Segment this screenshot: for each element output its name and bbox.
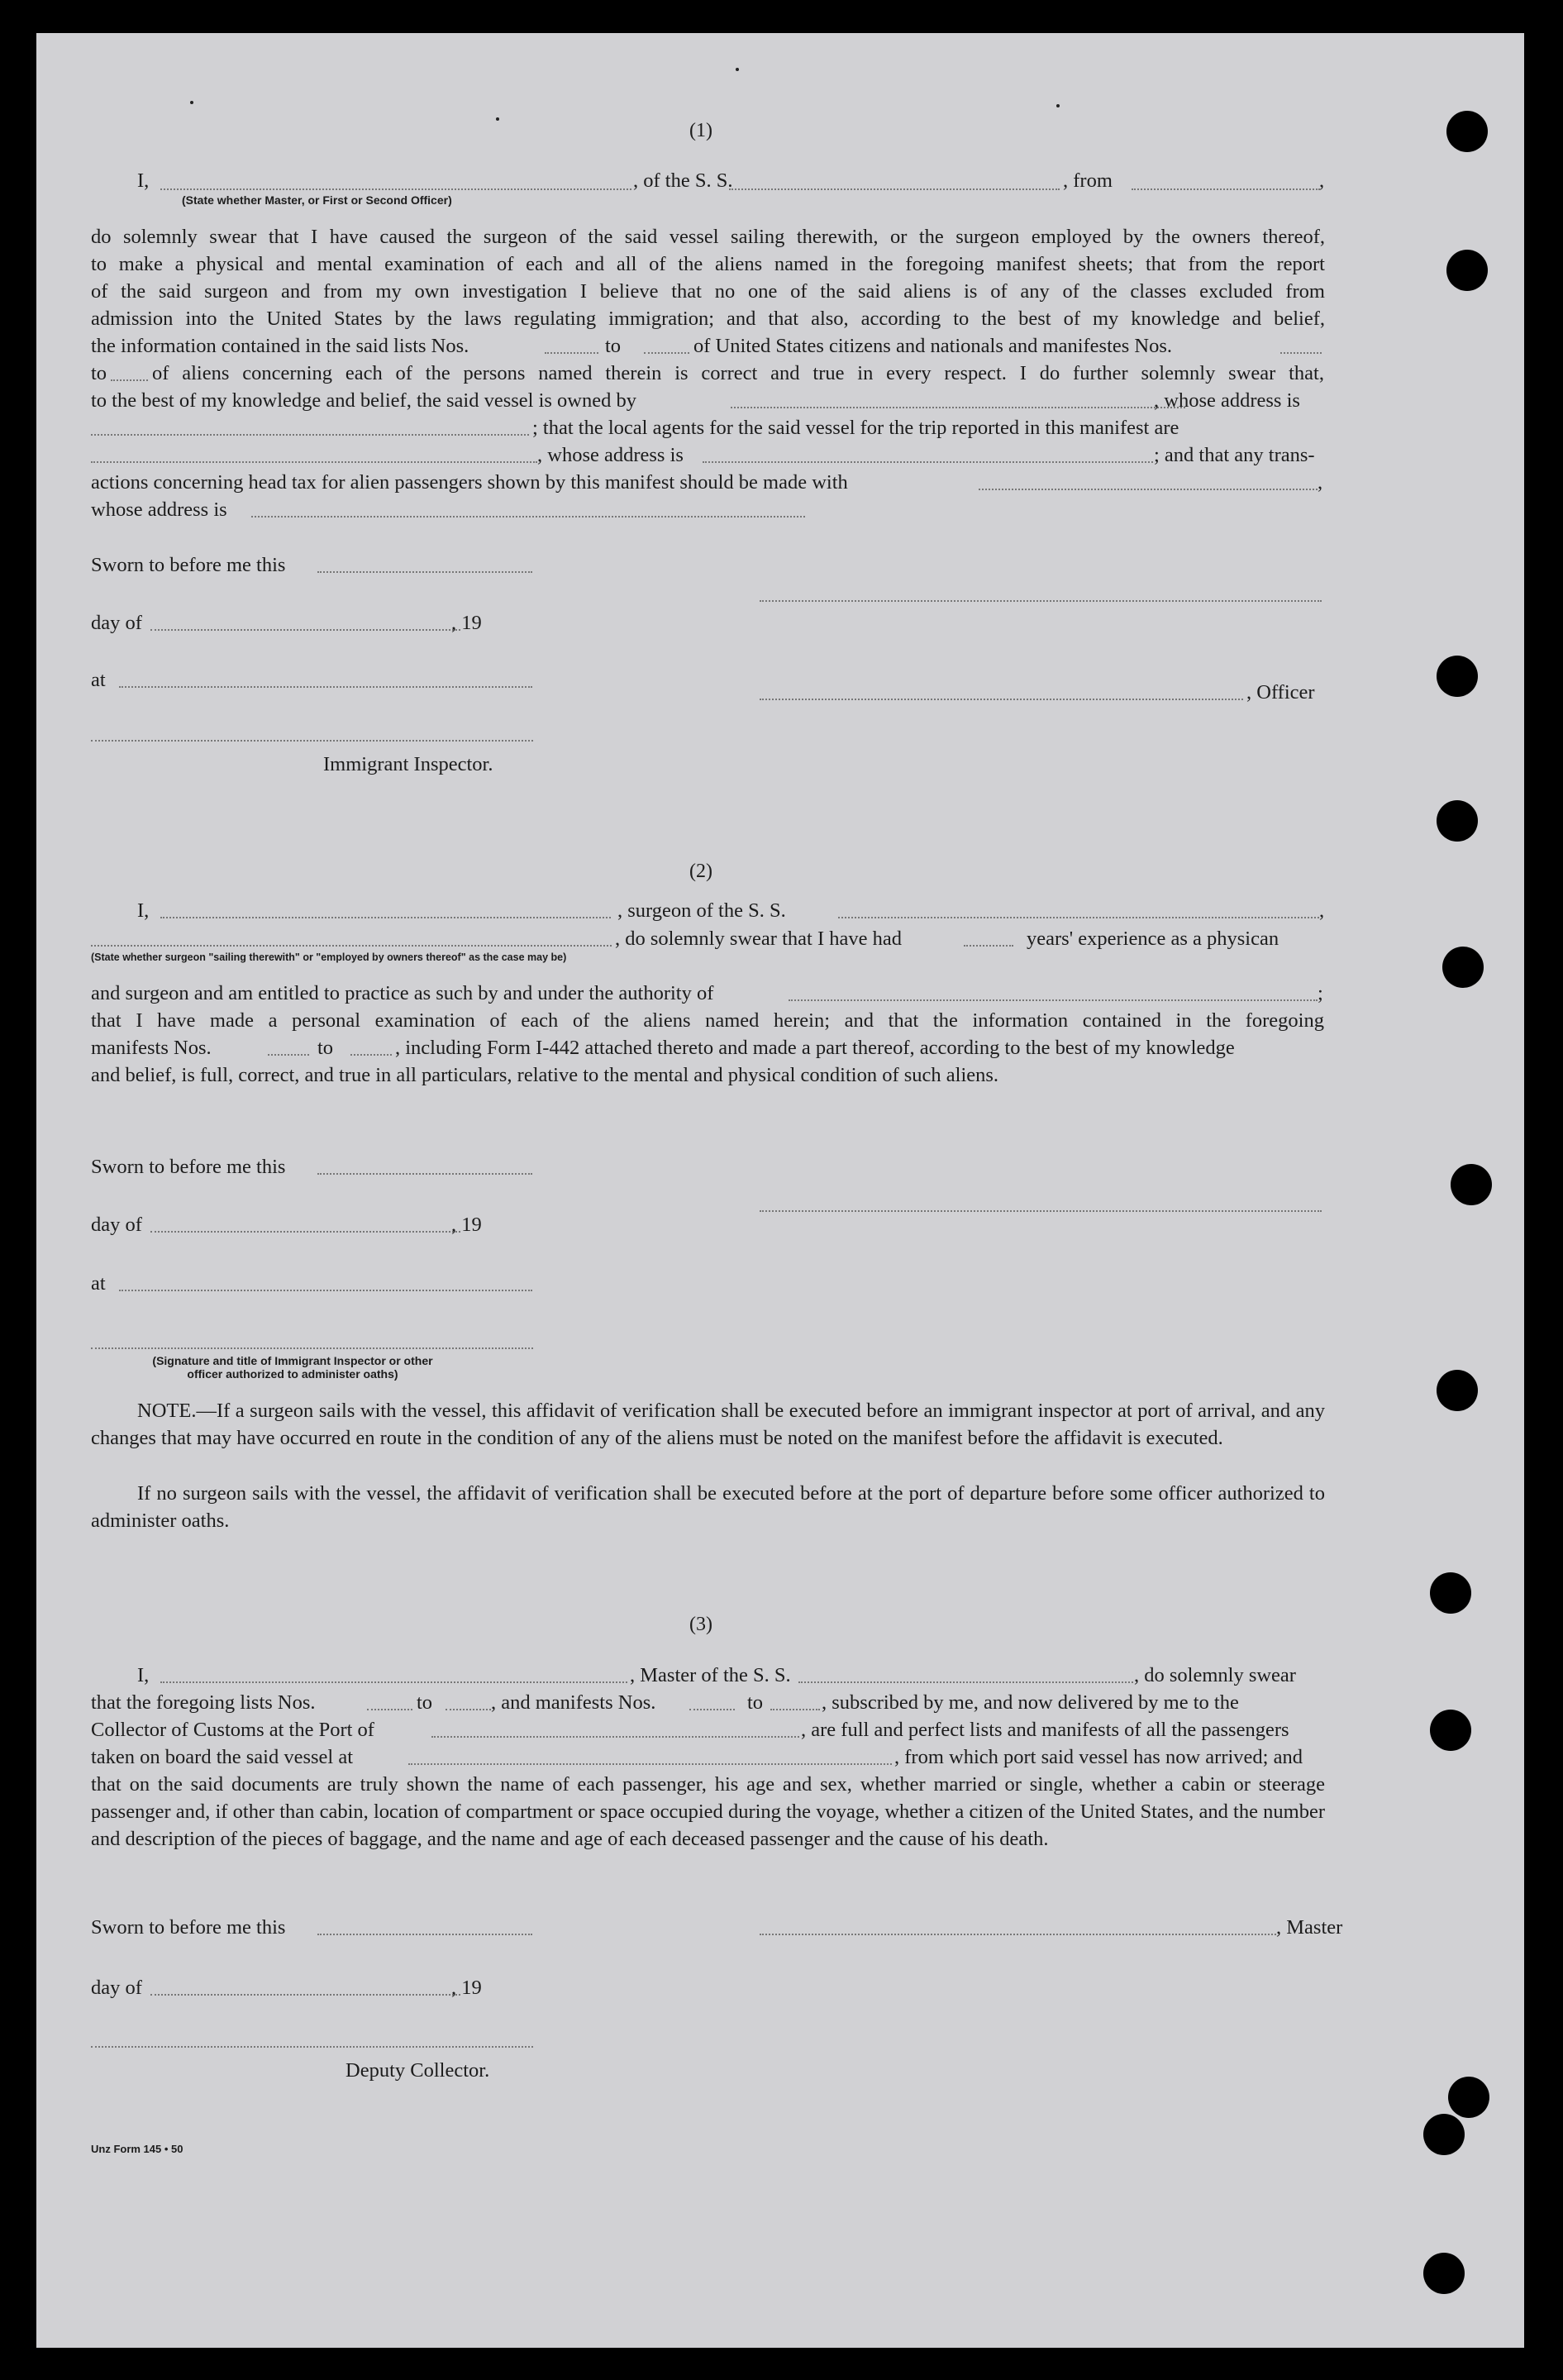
s1-comma-2: ,	[1318, 471, 1323, 494]
punch-hole	[1437, 800, 1478, 842]
s2-years-exp: years' experience as a physican	[1027, 928, 1279, 950]
s2-manifest-to-field[interactable]	[350, 1054, 392, 1056]
s3-master-of: , Master of the S. S.	[630, 1664, 791, 1686]
s3-rest: that on the said documents are truly shown the name of each passenger, his age and sex, whether married or single, whether a cabin or steerage passenger and, if other than cabin, location of compartment or space occupied during the voyage, whether a citizen of the United States, and the number and description of the pieces of baggage, and the name and age of each deceased passenger and the cause of his death.	[91, 1773, 1325, 1850]
s2-comma: ,	[1319, 899, 1325, 922]
scan-speck	[736, 68, 739, 71]
s1-caption: (State whether Master, or First or Second Officer)	[182, 193, 452, 207]
s1-local-agents: ; that the local agents for the said vessel for the trip reported in this manifest are	[532, 417, 1179, 439]
s1-officer-field[interactable]	[160, 188, 631, 190]
s2-sailing-field[interactable]	[91, 945, 612, 947]
s1-whose-address: , whose address is	[1154, 389, 1300, 412]
s1-of-ss: , of the S. S.	[633, 169, 733, 192]
s1-at: at	[91, 669, 106, 691]
s3-deputy: Deputy Collector.	[345, 2059, 490, 2082]
s2-sig-caption-line-1: (Signature and title of Immigrant Inspector or other	[152, 1354, 433, 1367]
s3-i: I,	[137, 1664, 150, 1686]
s1-nineteen: , 19	[451, 612, 482, 634]
s1-from: , from	[1063, 169, 1113, 192]
s3-full-perfect: , are full and perfect lists and manifests of all the passengers	[801, 1719, 1289, 1741]
s1-para-line-1: do solemnly swear that I have caused the surgeon of the said vessel sailing therewith, or the surgeon employed by the owners thereof,	[91, 226, 1325, 248]
s1-agents-address-field[interactable]	[703, 461, 1153, 463]
s1-day-field[interactable]	[150, 629, 460, 631]
s1-manifest-from-field[interactable]	[1280, 352, 1322, 354]
s2-including: , including Form I-442 attached thereto and made a part thereof, according to the best of my knowledge	[395, 1037, 1235, 1059]
punch-hole	[1448, 2077, 1489, 2118]
punch-hole	[1442, 947, 1484, 988]
s1-whose-address-3: whose address is	[91, 498, 227, 521]
s2-do-solemnly: , do solemnly swear that I have had	[615, 928, 902, 950]
s2-examination: that I have made a personal examination of each of the aliens named herein; and that the information contained in the foregoing	[91, 1009, 1324, 1032]
s3-lists-to-field[interactable]	[446, 1709, 491, 1710]
punch-hole	[1437, 1370, 1478, 1411]
s2-caption: (State whether surgeon "sailing therewith" or "employed by owners thereof" as the case may be)	[91, 952, 567, 963]
s3-departure-port-field[interactable]	[408, 1763, 892, 1765]
s3-manifests-from-field[interactable]	[689, 1709, 735, 1710]
s3-collector: Collector of Customs at the Port of	[91, 1719, 374, 1741]
punch-hole	[1437, 656, 1478, 697]
s3-taken-on: taken on board the said vessel at	[91, 1746, 354, 1768]
s1-owner-address-field[interactable]	[91, 434, 529, 436]
s2-note-2: If no surgeon sails with the vessel, the affidavit of verification shall be executed before at the port of departure before some officer authorized to administer oaths.	[91, 1482, 1325, 1532]
punch-hole	[1423, 2253, 1465, 2294]
s1-whose-address-2: , whose address is	[537, 444, 684, 466]
s2-day-field[interactable]	[150, 1231, 460, 1233]
section-1-number: (1)	[689, 120, 712, 141]
s1-head-tax-field[interactable]	[979, 489, 1318, 490]
s2-sig-caption-line-2: officer authorized to administer oaths)	[187, 1367, 398, 1381]
s1-i: I,	[137, 169, 150, 192]
s3-deputy-sign-field[interactable]	[91, 2046, 533, 2048]
form-number: Unz Form 145 • 50	[91, 2143, 183, 2155]
punch-hole	[1430, 1572, 1471, 1614]
s1-lists-from-field[interactable]	[545, 352, 598, 354]
s2-belief: and belief, is full, correct, and true in all particulars, relative to the mental and physical condition of such aliens.	[91, 1064, 999, 1086]
s1-ship-field[interactable]	[729, 188, 1060, 190]
s2-authority-field[interactable]	[789, 999, 1318, 1001]
s2-manifest-from-field[interactable]	[268, 1054, 309, 1056]
s3-ship-field[interactable]	[798, 1681, 1133, 1683]
s1-from-field[interactable]	[1132, 188, 1320, 190]
s1-day-of: day of	[91, 612, 142, 634]
s1-to-c: to	[91, 362, 107, 384]
s1-para-line-3: of the said surgeon and from my own investigation I believe that no one of the said aliens is of any of the classes excluded from	[91, 280, 1325, 303]
punch-hole	[1430, 1710, 1471, 1751]
s1-sworn: Sworn to before me this	[91, 554, 286, 576]
s1-manifest-to-field[interactable]	[111, 379, 148, 381]
punch-hole	[1446, 250, 1488, 291]
scan-speck	[1056, 104, 1060, 107]
s1-comma: ,	[1319, 169, 1325, 192]
s3-day-of: day of	[91, 1977, 142, 1999]
s1-aliens-line: of aliens concerning each of the persons named therein is correct and true in every respect. I do further solemnly swear that,	[152, 362, 1324, 384]
s1-signature-field[interactable]	[760, 600, 1322, 602]
s2-signature-field[interactable]	[760, 1210, 1322, 1212]
s1-para-line-2: to make a physical and mental examination of each and all of the aliens named in the foregoing manifest sheets; that from the report	[91, 253, 1325, 275]
s2-sworn-field[interactable]	[317, 1173, 532, 1175]
s2-inspector-sign-field[interactable]	[91, 1347, 533, 1349]
s1-paragraph	[91, 223, 1325, 332]
s2-semicolon: ;	[1318, 982, 1323, 1004]
scan-speck	[496, 117, 499, 121]
s1-inspector-field[interactable]	[91, 740, 533, 742]
s3-to-2: to	[747, 1691, 764, 1714]
s3-to-1: to	[417, 1691, 433, 1714]
s2-i: I,	[137, 899, 150, 922]
s3-nineteen: , 19	[451, 1977, 482, 1999]
s2-note-1: NOTE.—If a surgeon sails with the vessel, this affidavit of verification shall be executed before an immigrant inspector at port of arrival, and any changes that may have occurred en route in the condition of any of the aliens must be noted on the manifest before the affidavit is executed.	[91, 1400, 1325, 1449]
s2-years-field[interactable]	[964, 945, 1013, 947]
s3-master-name-field[interactable]	[160, 1681, 627, 1683]
s1-para-line-4: admission into the United States by the laws regulating immigration; and that also, according to the best of my knowledge and belief,	[91, 308, 1325, 330]
s3-day-field[interactable]	[150, 1994, 460, 1996]
s3-manifests-to-field[interactable]	[770, 1709, 820, 1710]
s2-at-field[interactable]	[119, 1290, 532, 1291]
scan-speck	[190, 101, 193, 104]
s3-port-field[interactable]	[431, 1736, 799, 1738]
s3-sworn-field[interactable]	[317, 1934, 532, 1935]
s1-lists-to: to	[605, 335, 622, 357]
s1-at-field[interactable]	[119, 686, 532, 688]
section-3-number: (3)	[689, 1614, 712, 1635]
s2-sworn: Sworn to before me this	[91, 1156, 286, 1178]
s3-do-solemnly: , do solemnly swear	[1134, 1664, 1296, 1686]
form-page	[36, 33, 1524, 2348]
section-2-number: (2)	[689, 861, 712, 882]
s1-officer: , Officer	[1246, 681, 1315, 704]
s2-to: to	[317, 1037, 334, 1059]
s3-sworn: Sworn to before me this	[91, 1916, 286, 1939]
s3-from-which: , from which port said vessel has now arrived; and	[894, 1746, 1303, 1768]
s3-lists-nos: that the foregoing lists Nos.	[91, 1691, 316, 1714]
s3-master: , Master	[1276, 1916, 1343, 1939]
s3-master-sign-field[interactable]	[760, 1934, 1276, 1935]
s1-inspector: Immigrant Inspector.	[323, 753, 493, 775]
s1-head-tax-address-field[interactable]	[251, 516, 805, 517]
s2-surgeon-of: , surgeon of the S. S.	[617, 899, 786, 922]
s2-ship-field[interactable]	[838, 917, 1319, 918]
s1-lists-b: of United States citizens and nationals and manifestes Nos.	[693, 335, 1173, 357]
s2-nineteen: , 19	[451, 1214, 482, 1236]
s2-authority: and surgeon and am entitled to practice as such by and under the authority of	[91, 982, 714, 1004]
s1-sworn-field[interactable]	[317, 571, 532, 573]
s1-lists-a: the information contained in the said lists Nos.	[91, 335, 469, 357]
s1-officer-sign-field[interactable]	[760, 699, 1243, 700]
punch-hole	[1423, 2114, 1465, 2155]
s1-agents-field[interactable]	[91, 461, 537, 463]
s2-at: at	[91, 1272, 106, 1295]
s1-head-tax: actions concerning head tax for alien passengers shown by this manifest should be made with	[91, 471, 848, 494]
s2-manifests-nos: manifests Nos.	[91, 1037, 212, 1059]
punch-hole	[1451, 1164, 1492, 1205]
punch-hole	[1446, 111, 1488, 152]
s1-trans: ; and that any trans-	[1154, 444, 1315, 466]
s1-lists-to-field[interactable]	[644, 352, 689, 354]
s2-sig-caption	[102, 1354, 483, 1381]
s1-owned-line: to the best of my knowledge and belief, the said vessel is owned by	[91, 389, 636, 412]
s1-owner-field[interactable]	[731, 407, 1185, 408]
s3-and-manifests: , and manifests Nos.	[491, 1691, 656, 1714]
s3-lists-from-field[interactable]	[367, 1709, 412, 1710]
s2-day-of: day of	[91, 1214, 142, 1236]
s2-surgeon-name-field[interactable]	[160, 917, 611, 918]
s3-subscribed: , subscribed by me, and now delivered by me to the	[822, 1691, 1239, 1714]
